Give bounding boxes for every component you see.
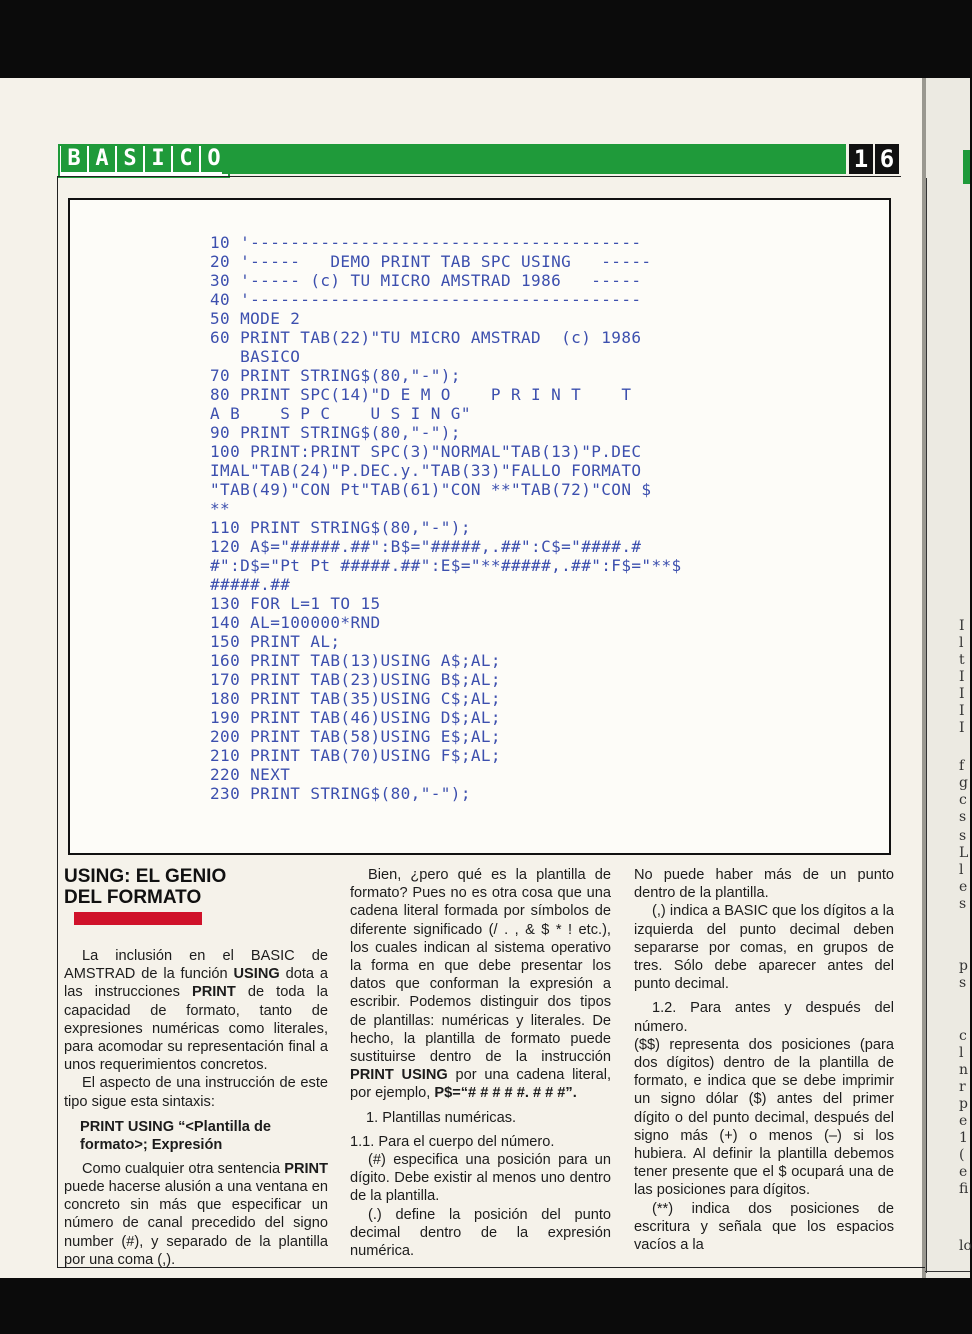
article-column-2 <box>350 866 611 1260</box>
code-line: 180 PRINT TAB(35)USING C$;AL; <box>210 689 501 708</box>
code-line: 210 PRINT TAB(70)USING F$;AL; <box>210 746 501 765</box>
page-number <box>849 144 899 174</box>
program-listing <box>210 233 682 803</box>
adjacent-page-green-tab <box>963 150 970 184</box>
code-line: 100 PRINT:PRINT SPC(3)"NORMAL"TAB(13)"P.DEC <box>210 442 642 461</box>
program-listing-box <box>68 198 891 855</box>
code-line: 190 PRINT TAB(46)USING D$;AL; <box>210 708 501 727</box>
code-line: 90 PRINT STRING$(80,"-"); <box>210 423 461 442</box>
adjacent-page-bottom-line <box>925 1271 970 1272</box>
list-item: 1.2. Para antes y después del número. <box>634 1000 894 1035</box>
adjacent-page-edge <box>925 78 970 1278</box>
paragraph: (.) define la posición del punto decimal dentro de la expresión numérica. <box>350 1206 611 1260</box>
article-column-3 <box>634 866 894 1254</box>
page-number-digit: 6 <box>875 144 899 174</box>
code-line: IMAL"TAB(24)"P.DEC.y."TAB(33)"FALLO FORMATO <box>210 461 642 480</box>
logo-letter: B <box>61 146 87 172</box>
logo-letter: A <box>89 146 115 172</box>
edge-text-fragments-6: lo <box>959 1238 972 1254</box>
paragraph: (#) especifica una posición para un dígito. Debe existir al menos uno dentro de la plantilla. <box>350 1152 611 1205</box>
edge-text-fragments-2: f g c s <box>959 758 968 825</box>
article-column-1 <box>64 866 328 1269</box>
logo-letter: S <box>117 146 143 172</box>
paragraph: No puede haber más de un punto dentro de la plantilla. <box>634 867 894 902</box>
left-page-rule <box>57 176 58 1268</box>
code-line: "TAB(49)"CON Pt"TAB(61)"CON **"TAB(72)"CON $ <box>210 480 652 499</box>
code-line: ** <box>210 499 231 518</box>
paragraph: La inclusión en el BASIC de AMSTRAD de la función USING dota a las instrucciones PRINT de toda la capacidad de formato, tanto de expresiones numéricas como literales, para acomodar su representación final a unos requerimientos concretos. <box>64 948 328 1074</box>
header-green-bar <box>222 144 846 174</box>
edge-text-fragments-5: c l n r p e 1 ( e fi <box>959 1028 969 1197</box>
code-line: 160 PRINT TAB(13)USING A$;AL; <box>210 651 501 670</box>
code-line: A B S P C U S I N G" <box>210 404 471 423</box>
section-heading: USING: EL GENIO DEL FORMATO <box>64 866 328 929</box>
code-line: 140 AL=100000*RND <box>210 613 381 632</box>
code-line: 30 '----- (c) TU MICRO AMSTRAD 1986 ----- <box>210 271 642 290</box>
edge-text-fragments: I l t I I I I <box>959 618 965 736</box>
code-line: 230 PRINT STRING$(80,"-"); <box>210 784 471 803</box>
paragraph: (**) indica dos posiciones de escritura y señala que los espacios vacíos a la <box>634 1200 894 1254</box>
edge-text-fragments-3: s L l e s <box>959 828 969 912</box>
list-item: 1.1. Para el cuerpo del número. <box>350 1133 555 1150</box>
code-line: 70 PRINT STRING$(80,"-"); <box>210 366 461 385</box>
code-line: 10 '--------------------------------------- <box>210 233 642 252</box>
code-line: #":D$="Pt Pt #####.##":E$="**#####,.##":F$="**$ <box>210 556 682 575</box>
list-item: 1. Plantillas numéricas. <box>366 1109 517 1126</box>
heading-red-bar <box>74 912 202 925</box>
code-line: 170 PRINT TAB(23)USING B$;AL; <box>210 670 501 689</box>
logo-letter: O <box>201 146 227 172</box>
page-number-digit: 1 <box>849 144 873 174</box>
code-line: 50 MODE 2 <box>210 309 301 328</box>
code-line: 220 NEXT <box>210 765 291 784</box>
code-line: #####.## <box>210 575 291 594</box>
paragraph: ($$) representa dos posiciones (para dos dígitos) dentro de la plantilla de formato, e indica que se debe imprimir un signo dólar ($) antes del primer dígito o del punto decimal, después del signo más (+) o menos (–) si los hubiera. Al definir la plantilla debemos tener presente que el $ ocupará una de las posiciones para dígitos. <box>634 1036 894 1199</box>
code-line: 110 PRINT STRING$(80,"-"); <box>210 518 471 537</box>
logo-letter: C <box>173 146 199 172</box>
code-line: 60 PRINT TAB(22)"TU MICRO AMSTRAD (c) 1986 <box>210 328 642 347</box>
edge-text-fragments-4: p s <box>959 958 968 991</box>
header-rule <box>58 176 901 177</box>
section-logo-basico <box>58 144 230 178</box>
syntax-example: PRINT USING “<Plantilla de formato>; Expresión <box>80 1118 271 1153</box>
paragraph: Bien, ¿pero qué es la plantilla de formato? Pues no es otra cosa que una cadena literal formada por símbolos de diferente significado (/ . , & $ * ! etc.), los cuales indican al sistema operativo la forma en que debe presentar los datos que conforman la expresión a escribir. Podemos distinguir dos tipos de plantillas: numéricas y literales. De hecho, la plantilla de formato puede sustituirse dentro de la instrucción PRINT USING por una cadena literal, por ejemplo, P$=“# # # # #. # # #”. <box>350 867 611 1102</box>
adjacent-page-frame-line <box>926 178 927 1273</box>
code-line: 150 PRINT AL; <box>210 632 341 651</box>
code-line: 80 PRINT SPC(14)"D E M O P R I N T T <box>210 385 632 404</box>
code-line: 40 '--------------------------------------- <box>210 290 642 309</box>
code-line: 130 FOR L=1 TO 15 <box>210 594 381 613</box>
code-line: 20 '----- DEMO PRINT TAB SPC USING ----- <box>210 252 652 271</box>
code-line: BASICO <box>210 347 301 366</box>
code-line: 120 A$="#####.##":B$="#####,.##":C$="####.# <box>210 537 642 556</box>
code-line: 200 PRINT TAB(58)USING E$;AL; <box>210 727 501 746</box>
logo-letter: I <box>145 146 171 172</box>
paragraph: (,) indica a BASIC que los dígitos a la izquierda del punto decimal deben separarse por comas, en grupos de tres. Sólo debe aparecer antes del punto decimal. <box>634 903 894 993</box>
paragraph: El aspecto de una instrucción de este tipo sigue esta sintaxis: <box>64 1075 328 1110</box>
paragraph: Como cualquier otra sentencia PRINT puede hacerse alusión a una ventana en concreto sin más que especificar un número de canal precedido del signo number (#), y separado de la plantilla por una coma (,). <box>64 1160 328 1268</box>
